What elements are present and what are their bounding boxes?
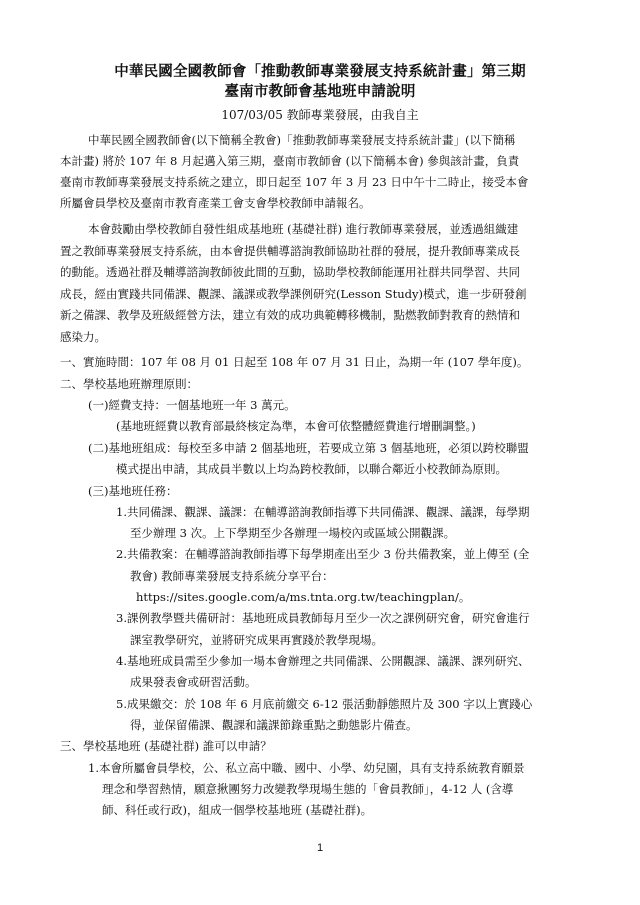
section3-item1-line: 師、科任或行政)，組成一個學校基地班 (基礎社群)。 [102, 803, 373, 817]
section1-implementation-period: 一、實施時間：107 年 08 月 01 日起至 108 年 07 月 31 日止，為期一年 (107 學年度)。 [60, 355, 529, 369]
section3-item1-line: 理念和學習熱情，願意揪團努力改變教學現場生態的「會員教師」，4-12 人 (含導 [102, 782, 514, 796]
section3-heading: 三、學校基地班 (基礎社群) 誰可以申請？ [60, 739, 272, 753]
section3-item1-line: 1.本會所屬會員學校，公、私立高中職、國中、小學、幼兒園，具有支持系統教育願景 [88, 761, 525, 775]
task-line: 4.基地班成員需至少參加一場本會辦理之共同備課、公開觀課、議課、課列研究、 [116, 654, 530, 668]
page-number: 1 [316, 842, 324, 854]
teaching-plan-url[interactable]: https://sites.google.com/a/ms.tnta.org.tw/teachingplan/。 [136, 590, 471, 604]
document-title-line1: 中華民國全國教師會「推動教師專業發展支持系統計畫」第三期 [114, 63, 526, 80]
intro-para1-line: 本計畫) 將於 107 年 8 月起邁入第三期，臺南市教師會 (以下簡稱本會) 參與該計畫，負責 [60, 154, 520, 168]
task-line: 成果發表會或研習活動。 [130, 675, 257, 689]
task-line: 課室教學研究，並將研究成果再實踐於教學現場。 [130, 633, 383, 647]
document-subtitle: 107/03/05 教師專業發展，由我自主 [221, 108, 419, 122]
task-line: 1.共同備課、觀課、議課：在輔導諮詢教師指導下共同備課、觀課、議課，每學期 [116, 505, 530, 519]
task-line: 教會) 教師專業發展支持系統分享平台： [130, 569, 334, 583]
intro-para2-line: 本會鼓勵由學校教師自發性組成基地班 (基礎社群) 進行教師專業發展，並透過組織建 [88, 222, 519, 236]
document-title-line2: 臺南市教師會基地班申請說明 [224, 83, 416, 100]
intro-para2-line: 置之教師專業發展支持系統，由本會提供輔導諮詢教師協助社群的發展，提升教師專業成長 [60, 244, 520, 258]
section2-item3-heading: (三)基地班任務： [88, 484, 178, 498]
task-line: 得，並保留備課、觀課和議課節錄重點之動態影片備查。 [130, 718, 418, 732]
intro-para2-line: 新之備課、教學及班級經營方法，建立有效的成功典範轉移機制，點燃教師對教育的熱情和 [60, 308, 520, 322]
intro-para1-line: 臺南市教師專業發展支持系統之建立，即日起至 107 年 3 月 23 日中午十二時止，接受本會 [60, 175, 529, 189]
section2-item2-line: (二)基地班組成：每校至多申請 2 個基地班，若要成立第 3 個基地班，必須以跨校聯盟 [88, 441, 529, 455]
intro-para2-line: 的動能。透過社群及輔導諮詢教師彼此間的互動，協助學校教師能運用社群共同學習、共同 [60, 265, 520, 279]
section2-heading: 二、學校基地班辦理原則： [60, 377, 198, 391]
task-line: 3.課例教學暨共備研討：基地班成員教師每月至少一次之課例研究會，研究會進行 [116, 611, 530, 625]
task-line: 5.成果繳交：於 108 年 6 月底前繳交 6-12 張活動靜態照片及 300 字以上實踐心 [116, 697, 533, 711]
task-line: 2.共備教案：在輔導諮詢教師指導下每學期產出至少 3 份共備教案，並上傳至 (全 [116, 547, 530, 561]
section2-item1-note: (基地班經費以教育部最終核定為準，本會可依整體經費進行增刪調整。) [116, 419, 476, 433]
intro-para1-line: 所屬會員學校及臺南市教育產業工會支會學校教師申請報名。 [60, 196, 371, 210]
task-line: 至少辦理 3 次。上下學期至少各辦理一場校內或區域公開觀課。 [130, 526, 456, 540]
section2-item1-line: (一)經費支持：一個基地班一年 3 萬元。 [88, 398, 296, 412]
intro-para1-line: 中華民國全國教師會(以下簡稱全教會)「推動教師專業發展支持系統計畫」(以下簡稱 [88, 133, 516, 147]
section2-item2-line: 模式提出申請，其成員半數以上均為跨校教師，以聯合鄰近小校教師為原則。 [116, 462, 507, 476]
intro-para2-line: 成長，經由實踐共同備課、觀課、議課或教學課例研究(Lesson Study)模式，進一步研發創 [60, 287, 527, 301]
intro-para2-line: 感染力。 [60, 330, 106, 344]
